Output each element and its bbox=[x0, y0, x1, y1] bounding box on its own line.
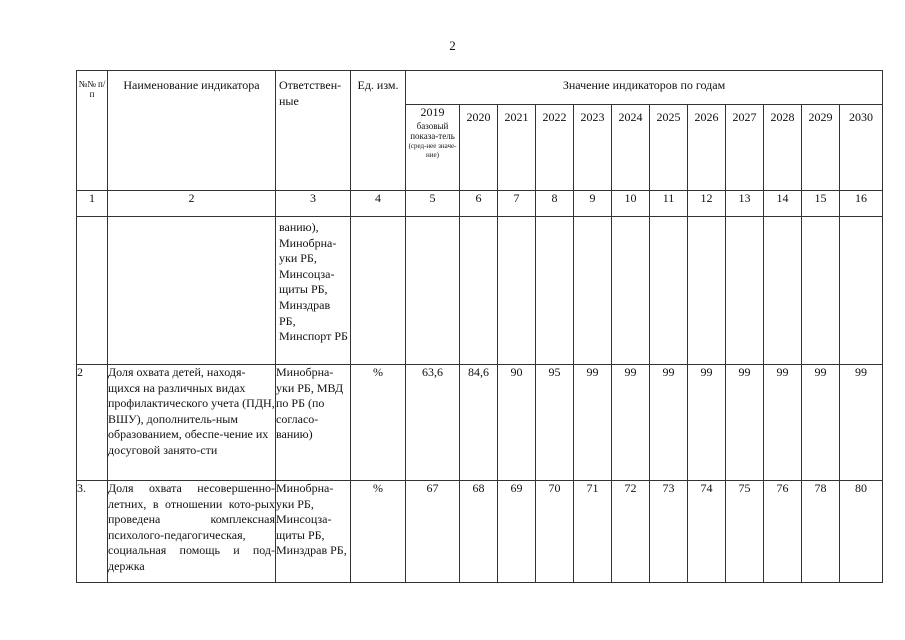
value-cell: 99 bbox=[764, 365, 802, 481]
value-cell bbox=[650, 217, 688, 365]
value-cell: 63,6 bbox=[406, 365, 460, 481]
value-cell: 67 bbox=[406, 481, 460, 583]
unit-cell bbox=[351, 217, 406, 365]
header-year: 2026 bbox=[688, 105, 726, 191]
column-number: 5 bbox=[406, 191, 460, 217]
value-cell bbox=[536, 217, 574, 365]
row-number-cell: 3. bbox=[77, 481, 108, 583]
value-cell: 99 bbox=[612, 365, 650, 481]
value-cell bbox=[574, 217, 612, 365]
value-cell: 99 bbox=[650, 365, 688, 481]
table-row bbox=[77, 217, 883, 365]
header-year: 2025 bbox=[650, 105, 688, 191]
column-number: 9 bbox=[574, 191, 612, 217]
column-number: 16 bbox=[840, 191, 883, 217]
header-year: 2027 bbox=[726, 105, 764, 191]
header-year: 2021 bbox=[498, 105, 536, 191]
value-cell: 75 bbox=[726, 481, 764, 583]
unit-cell: % bbox=[351, 365, 406, 481]
column-number: 8 bbox=[536, 191, 574, 217]
row-number-cell: 2 bbox=[77, 365, 108, 481]
value-cell bbox=[802, 217, 840, 365]
indicators-table bbox=[76, 70, 883, 583]
value-cell bbox=[726, 217, 764, 365]
value-cell: 99 bbox=[688, 365, 726, 481]
value-cell: 72 bbox=[612, 481, 650, 583]
value-cell: 99 bbox=[574, 365, 612, 481]
indicator-name-cell bbox=[108, 217, 276, 365]
column-number: 1 bbox=[77, 191, 108, 217]
indicator-name-cell: Доля охвата детей, находя-щихся на различных видах профилактического учета (ПДН, ВШУ), дополнитель-ным образованием, обеспе-чение их досуговой занято-сти bbox=[108, 365, 276, 481]
table-row bbox=[77, 365, 883, 481]
header-year: 2030 bbox=[840, 105, 883, 191]
header-base-year bbox=[406, 105, 460, 191]
value-cell: 95 bbox=[536, 365, 574, 481]
value-cell bbox=[460, 217, 498, 365]
header-year: 2024 bbox=[612, 105, 650, 191]
header-name: Наименование индикатора bbox=[108, 71, 276, 191]
value-cell: 71 bbox=[574, 481, 612, 583]
value-cell: 69 bbox=[498, 481, 536, 583]
column-number: 13 bbox=[726, 191, 764, 217]
page-number: 2 bbox=[449, 38, 456, 53]
column-number: 12 bbox=[688, 191, 726, 217]
unit-cell: % bbox=[351, 481, 406, 583]
value-cell: 80 bbox=[840, 481, 883, 583]
value-cell: 76 bbox=[764, 481, 802, 583]
column-number: 7 bbox=[498, 191, 536, 217]
value-cell: 78 bbox=[802, 481, 840, 583]
base-year-desc: базовый показа-тель bbox=[410, 120, 455, 142]
column-number: 15 bbox=[802, 191, 840, 217]
value-cell bbox=[406, 217, 460, 365]
value-cell: 68 bbox=[460, 481, 498, 583]
value-cell bbox=[612, 217, 650, 365]
header-num: №№ п/п bbox=[77, 71, 108, 191]
value-cell: 70 bbox=[536, 481, 574, 583]
responsible-cell: ванию), Минобрна-уки РБ, Минсоцза-щиты РБ, Минздрав РБ, Минспорт РБ bbox=[276, 217, 351, 365]
value-cell: 90 bbox=[498, 365, 536, 481]
value-cell bbox=[498, 217, 536, 365]
column-number-row bbox=[77, 191, 883, 217]
value-cell bbox=[840, 217, 883, 365]
responsible-cell: Минобрна-уки РБ, МВД по РБ (по согласо-ванию) bbox=[276, 365, 351, 481]
value-cell bbox=[688, 217, 726, 365]
header-year: 2028 bbox=[764, 105, 802, 191]
header-year: 2020 bbox=[460, 105, 498, 191]
value-cell: 99 bbox=[802, 365, 840, 481]
base-year-note: (сред-нее значе-ние) bbox=[408, 142, 457, 159]
value-cell: 73 bbox=[650, 481, 688, 583]
indicator-name-cell: Доля охвата несовершенно-летних, в отношении кото-рых проведена комплексная психолого-педагогическая, социальная помощь и под-держка bbox=[108, 481, 276, 583]
header-values-group: Значение индикаторов по годам bbox=[406, 71, 883, 105]
header-unit: Ед. изм. bbox=[351, 71, 406, 191]
value-cell: 99 bbox=[726, 365, 764, 481]
table-row bbox=[77, 481, 883, 583]
column-number: 14 bbox=[764, 191, 802, 217]
column-number: 2 bbox=[108, 191, 276, 217]
base-year: 2019 bbox=[420, 105, 445, 119]
header-year: 2022 bbox=[536, 105, 574, 191]
header-responsible: Ответствен-ные bbox=[276, 71, 351, 191]
header-year: 2023 bbox=[574, 105, 612, 191]
column-number: 6 bbox=[460, 191, 498, 217]
value-cell bbox=[764, 217, 802, 365]
header-year: 2029 bbox=[802, 105, 840, 191]
column-number: 4 bbox=[351, 191, 406, 217]
column-number: 3 bbox=[276, 191, 351, 217]
column-number: 10 bbox=[612, 191, 650, 217]
row-number-cell bbox=[77, 217, 108, 365]
header-row bbox=[77, 71, 883, 105]
value-cell: 84,6 bbox=[460, 365, 498, 481]
value-cell: 74 bbox=[688, 481, 726, 583]
column-number: 11 bbox=[650, 191, 688, 217]
value-cell: 99 bbox=[840, 365, 883, 481]
responsible-cell: Минобрна-уки РБ, Минсоцза-щиты РБ, Минздрав РБ, bbox=[276, 481, 351, 583]
